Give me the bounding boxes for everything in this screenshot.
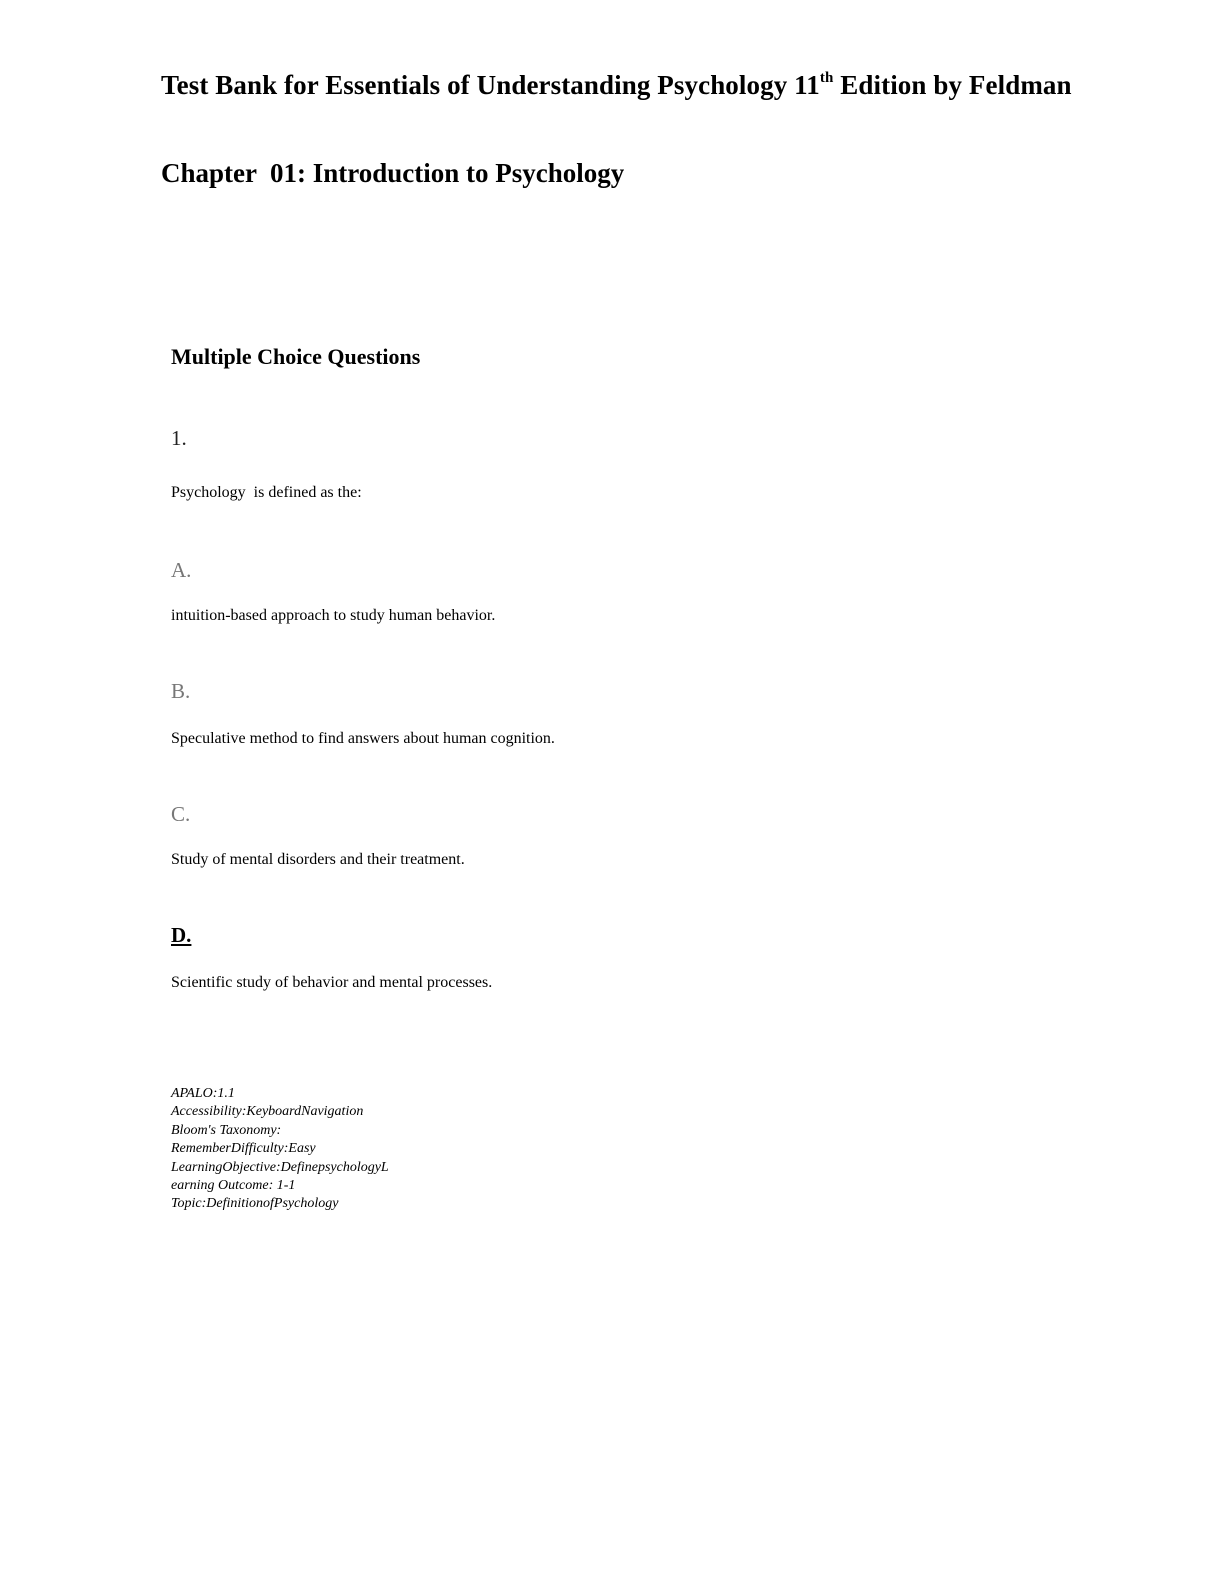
- document-title: [161, 70, 1072, 101]
- option-b-text: Speculative method to find answers about human cognition.: [171, 730, 555, 747]
- question-metadata: [171, 1085, 389, 1214]
- metadata-accessibility: Accessibility:KeyboardNavigation: [171, 1104, 364, 1120]
- metadata-difficulty: RememberDifficulty:Easy: [171, 1141, 316, 1157]
- document-title-main: Test Bank for Essentials of Understanding Psychology 11: [161, 70, 820, 100]
- section-title: Multiple Choice Questions: [171, 344, 421, 369]
- option-a-letter: A.: [171, 558, 192, 582]
- chapter-title: Chapter 01: Introduction to Psychology: [161, 158, 625, 188]
- metadata-topic: Topic:DefinitionofPsychology: [171, 1196, 339, 1212]
- metadata-learning-objective: LearningObjective:DefinepsychologyL: [171, 1159, 389, 1175]
- option-d-letter-correct: D.: [171, 923, 192, 947]
- document-title-superscript: th: [819, 70, 834, 86]
- option-c-letter: C.: [171, 802, 191, 826]
- metadata-blooms-taxonomy: Bloom's Taxonomy:: [171, 1122, 282, 1138]
- option-d-text: Scientific study of behavior and mental processes.: [171, 974, 493, 991]
- document-title-tail: Edition by Feldman: [833, 70, 1072, 100]
- metadata-learning-outcome: earning Outcome: 1-1: [171, 1178, 296, 1194]
- option-a-text: intuition-based approach to study human behavior.: [171, 607, 496, 624]
- metadata-apalo: APALO:1.1: [171, 1086, 235, 1101]
- option-b-letter: B.: [171, 679, 191, 703]
- option-c-text: Study of mental disorders and their treatment.: [171, 851, 465, 868]
- question-text: Psychology is defined as the:: [171, 484, 362, 501]
- question-number: 1.: [171, 426, 187, 450]
